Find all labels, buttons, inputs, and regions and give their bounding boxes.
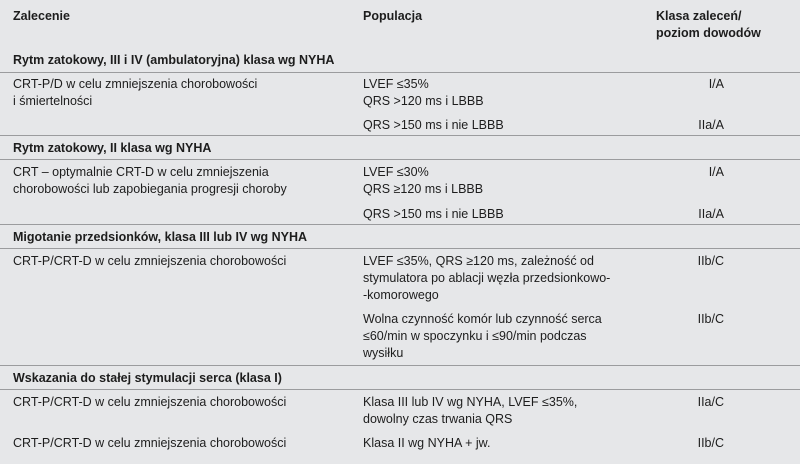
population-text: QRS >150 ms i nie LBBB [363,118,504,132]
section-title-permanent-pacing: Wskazania do stałej stymulacji serca (klasa I) [13,371,282,385]
divider [0,72,800,73]
class-level: I/A [708,165,724,179]
divider [0,389,800,390]
class-level: I/A [708,77,724,91]
population-text: LVEF ≤35%, QRS ≥120 ms, zależność od [363,254,594,268]
class-level: IIb/C [697,436,724,450]
divider [0,135,800,136]
recommendation-text: chorobowości lub zapobiegania progresji choroby [13,182,287,196]
class-level: IIb/C [697,254,724,268]
class-level: IIa/A [698,207,724,221]
population-text: wysiłku [363,346,404,360]
population-text: ≤60/min w spoczynku i ≤90/min podczas [363,329,587,343]
header-recommendation: Zalecenie [13,9,70,23]
class-level: IIa/A [698,118,724,132]
population-text: QRS ≥120 ms i LBBB [363,182,484,196]
population-text: LVEF ≤35% [363,77,429,91]
population-text: LVEF ≤30% [363,165,429,179]
recommendation-text: CRT-P/D w celu zmniejszenia chorobowości [13,77,258,91]
header-class-line2: poziom dowodów [656,26,761,40]
population-text: Wolna czynność komór lub czynność serca [363,312,602,326]
class-level: IIa/C [697,395,724,409]
section-title-af-nyha-3-4: Migotanie przedsionków, klasa III lub IV wg NYHA [13,230,308,244]
population-text: dowolny czas trwania QRS [363,412,513,426]
recommendation-text: i śmiertelności [13,94,93,108]
section-title-sinus-nyha-3-4: Rytm zatokowy, III i IV (ambulatoryjna) klasa wg NYHA [13,53,335,67]
population-text: QRS >120 ms i LBBB [363,94,484,108]
divider [0,248,800,249]
divider [0,224,800,225]
divider [0,365,800,366]
population-text: -komorowego [363,288,439,302]
population-text: Klasa III lub IV wg NYHA, LVEF ≤35%, [363,395,578,409]
recommendation-text: CRT – optymalnie CRT-D w celu zmniejszenia [13,165,269,179]
header-population: Populacja [363,9,423,23]
header-class-line1: Klasa zaleceń/ [656,9,742,23]
divider [0,159,800,160]
population-text: Klasa II wg NYHA + jw. [363,436,491,450]
population-text: QRS >150 ms i nie LBBB [363,207,504,221]
recommendation-text: CRT-P/CRT-D w celu zmniejszenia chorobowości [13,254,287,268]
recommendation-text: CRT-P/CRT-D w celu zmniejszenia chorobowości [13,436,287,450]
class-level: IIb/C [697,312,724,326]
recommendation-text: CRT-P/CRT-D w celu zmniejszenia chorobowości [13,395,287,409]
population-text: stymulatora po ablacji węzła przedsionkowo- [363,271,611,285]
section-title-sinus-nyha-2: Rytm zatokowy, II klasa wg NYHA [13,141,212,155]
